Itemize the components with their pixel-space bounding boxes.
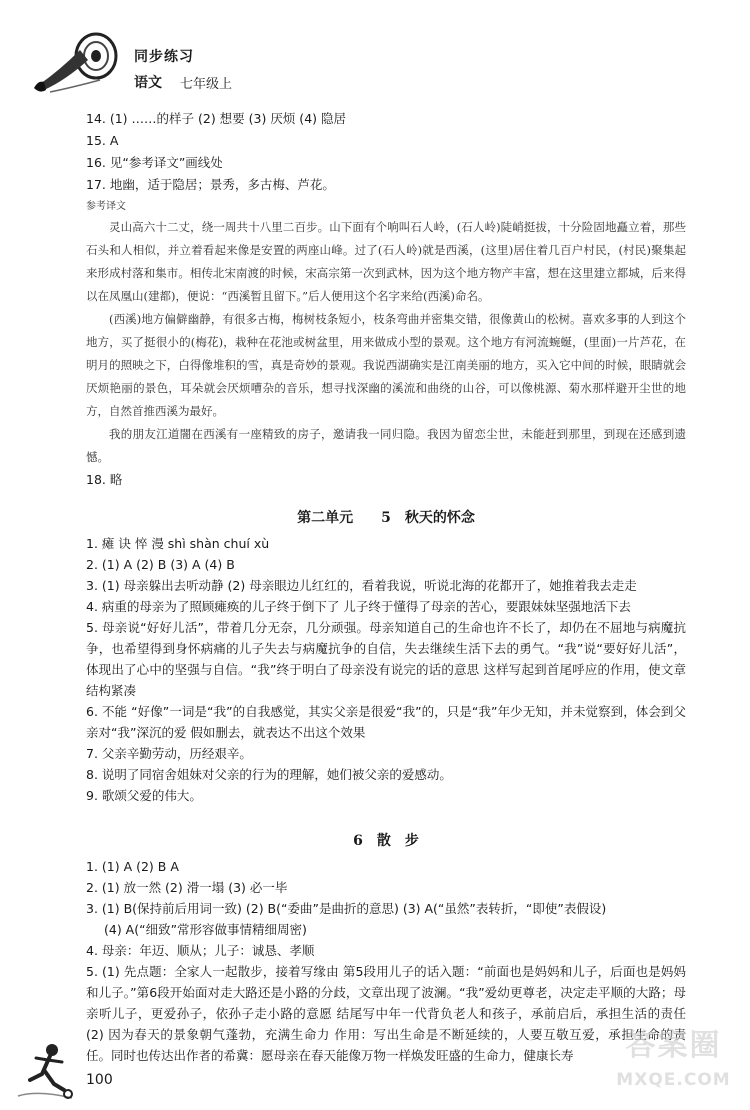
answer-item: 3. (1) B(保持前后用词一致) (2) B(“委曲”是曲折的意思) (3) A(“虽然”表转折，“即使”表假设) bbox=[86, 901, 607, 916]
translation-paragraph: 我的朋友江道闇在西溪有一座精致的房子，邀请我一同归隐。我因为留恋尘世，未能赶到那里，到现在还感到遗憾。 bbox=[86, 427, 686, 464]
page-number: 100 bbox=[86, 1072, 113, 1088]
answer-item: 5. 母亲说“好好儿活”，带着几分无奈，几分顽强。母亲知道自己的生命也许不长了，却仍在不屈地与病魔抗争，也希望得到身怀病痛的儿子失去与病魔抗争的自信，失去继续生活下去的勇气。“我”说“要好好儿活”，体现出了心中的坚强与自信。“我”终于明白了母亲没有说完的话的意思 这样写起到首尾呼应的作用，使文章结构紧凑 bbox=[86, 620, 686, 698]
watermark-url: MXQE.COM bbox=[616, 1070, 731, 1090]
answer-item: 1. (1) A (2) B A bbox=[86, 859, 179, 874]
answer-item: 8. 说明了同宿舍姐妹对父亲的行为的理解，她们被父亲的爱感动。 bbox=[86, 767, 452, 782]
answer-item: 9. 歌颂父爱的伟大。 bbox=[86, 788, 202, 803]
answer-item: 6. 不能 “好像”一词是“我”的自我感觉，其实父亲是很爱“我”的，只是“我”年少无知，并未觉察到，体会到父亲对“我”深沉的爱 假如删去，就表达不出这个效果 bbox=[86, 704, 686, 740]
watermark-text: 答案圈 bbox=[625, 1028, 722, 1063]
answer-item: 5. (1) 先点题：全家人一起散步，接着写缘由 第5段用儿子的话入题：“前面也是妈妈和儿子，后面也是妈妈和儿子。”第6段开始面对走大路还是小路的分歧，文章出现了波澜。“我”爱幼更尊老，决定走平顺的大路；母亲听儿子，更爱孙子，依孙子走小路的意愿 结尾写中年一代背负老人和孩子，承前启后，承担生活的责任 (2) 因为春天的景象朝气蓬勃，充满生命力 作用：写出生命是不断延续的，人要互敬互爱，承担生命的责任。同时也传达出作者的希冀：愿母亲在春天能像万物一样焕发旺盛的生命力，健康长寿 bbox=[86, 964, 686, 1063]
site-watermark bbox=[606, 1020, 741, 1102]
answer-item: 3. (1) 母亲躲出去听动静 (2) 母亲眼边儿红红的，看着我说，听说北海的花都开了，她推着我去走走 bbox=[86, 578, 637, 593]
answer-line: 14. (1) ……的样子 (2) 想要 (3) 厌烦 (4) 隐居 bbox=[86, 111, 346, 126]
runner-figure-icon bbox=[14, 1040, 76, 1102]
answer-line: 15. A bbox=[86, 133, 119, 148]
page-header bbox=[30, 30, 250, 100]
answer-item: 2. (1) 放一然 (2) 滑一塌 (3) 必一毕 bbox=[86, 880, 288, 895]
reference-translation bbox=[86, 216, 686, 469]
answer-item: 4. 母亲：年迈、顺从；儿子：诚恳、孝顺 bbox=[86, 943, 315, 958]
trumpet-logo-icon bbox=[30, 30, 122, 96]
lesson6-answers bbox=[86, 856, 686, 1066]
answer-line: 16. 见“参考译文”画线处 bbox=[86, 155, 223, 170]
answer-line: 17. 地幽，适于隐居；景秀，多古梅、芦花。 bbox=[86, 177, 335, 192]
subject-label: 语文 bbox=[134, 75, 162, 91]
unit2-answers bbox=[86, 533, 686, 806]
lesson-title: 6 散 步 bbox=[353, 833, 419, 849]
grade-label: 七年级上 bbox=[180, 77, 233, 92]
answer-item: 7. 父亲辛勤劳动，历经艰辛。 bbox=[86, 746, 252, 761]
answer-item: 2. (1) A (2) B (3) A (4) B bbox=[86, 557, 235, 572]
unit-title: 第二单元 5 秋天的怀念 bbox=[297, 510, 475, 526]
answer-content bbox=[86, 108, 686, 1066]
answer-item: 4. 病重的母亲为了照顾瘫痪的儿子终于倒下了 儿子终于懂得了母亲的苦心，要跟妹妹坚强地活下去 bbox=[86, 599, 631, 614]
translation-paragraph: (西溪)地方偏僻幽静，有很多古梅，梅树枝条短小，枝条弯曲并密集交错，很像黄山的松树。喜欢多事的人到这个地方，买了挺很小的(梅花)，栽种在花池或树盆里，用来做成小型的景观。这个地方有河流蜿蜒，(里面)一片芦花，在明月的照映之下，白得像堆积的雪，真是奇妙的景观。我说西湖确实是江南美丽的地方，买入它中间的时候，眼睛就会厌烦艳丽的景色，耳朵就会厌烦嘈杂的音乐，想寻找深幽的溪流和曲绕的山谷，可以像桃源、菊水那样避开尘世的地方，自然首推西溪为最好。 bbox=[86, 312, 686, 418]
translation-label: 参考译文 bbox=[86, 201, 126, 212]
answer-item: (4) A(“细致”常形容做事情精细周密) bbox=[104, 922, 307, 937]
answer-item: 1. 瘫 诀 悴 漫 shì shàn chuí xù bbox=[86, 536, 270, 551]
translation-paragraph: 灵山高六十二丈，绕一周共十八里二百步。山下面有个响叫石人岭，(石人岭)陡峭挺拔，十分险固地矗立着，那些石头和人相似，并立着看起来像是安置的两座山峰。过了(石人岭)就是西溪，(这里)居住着几百户村民，(村民)聚集起来形成村落和集市。相传北宋南渡的时候，宋高宗第一次到武林，因为这个地方物产丰富，想在这里建立都城，后来得以在凤凰山(建都)，便说：“西溪暂且留下。”后人便用这个名字来给(西溪)命名。 bbox=[86, 220, 686, 303]
answer-line: 18. 略 bbox=[86, 472, 123, 487]
brand-title: 同步练习 bbox=[134, 49, 194, 65]
